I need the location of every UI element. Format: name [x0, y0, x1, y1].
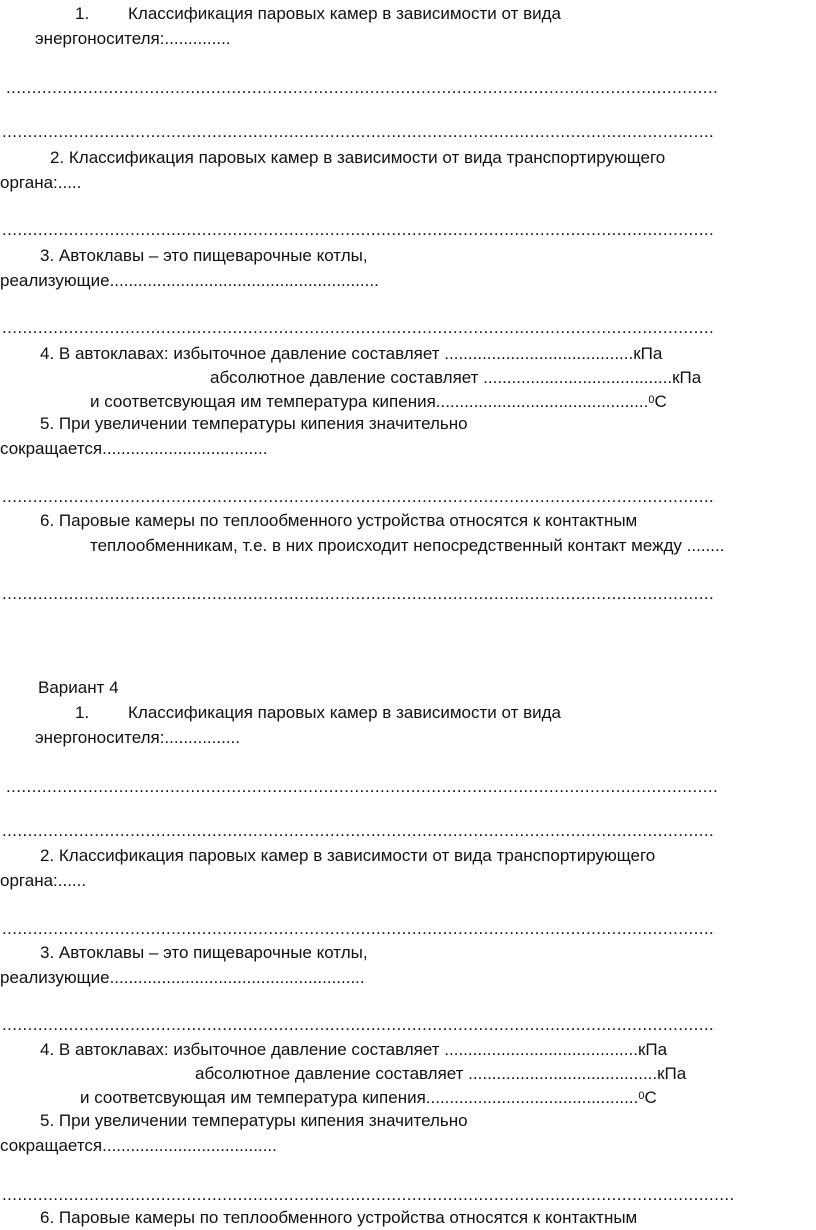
v3-q5-blank-line: ........................................................................................................................................... — [2, 487, 715, 506]
v4-q6-text: 6. Паровые камеры по теплообменного устройства относятся к контактным — [40, 1208, 638, 1227]
v4-q4-unit: С — [644, 1088, 657, 1107]
v4-q1-text: Классификация паровых камер в зависимости от вида — [128, 703, 561, 722]
v4-q5-blank-line: ............................................................................................................................................... — [2, 1185, 735, 1204]
v4-q2-answer-line: органа:...... — [0, 871, 87, 890]
v3-q5-answer-line: сокращается................................... — [0, 439, 268, 458]
v3-q1-blank-line-2: ........................................................................................................................................... — [2, 122, 715, 141]
v4-q5-answer-line: сокращается..................................... — [0, 1136, 277, 1155]
v4-q4-absolute-pressure: абсолютное давление составляет ........................................кПа — [195, 1064, 687, 1083]
v3-q2-answer-line: органа:..... — [0, 173, 82, 192]
v3-q6-text: 6. Паровые камеры по теплообменного устройства относятся к контактным — [40, 511, 638, 530]
v3-q6-blank-line: ........................................................................................................................................... — [2, 584, 715, 603]
v4-q4-boiling-temperature — [80, 1087, 657, 1109]
v3-q4-temp-text: и соответсвующая им температура кипения............................................. — [90, 392, 649, 411]
v3-q1-text: Классификация паровых камер в зависимости от вида — [128, 4, 561, 23]
v3-q3-text: 3. Автоклавы – это пищеварочные котлы, — [40, 246, 368, 265]
v4-q4-degree-sup: 0 — [638, 1090, 645, 1102]
v3-q1-blank-line-1: ........................................................................................................................................... — [6, 78, 719, 97]
v4-q3-text: 3. Автоклавы – это пищеварочные котлы, — [40, 943, 368, 962]
v4-q4-temp-text: и соответсвующая им температура кипения............................................. — [80, 1088, 639, 1107]
v4-q5-text: 5. При увеличении температуры кипения значительно — [40, 1111, 468, 1130]
v4-q1-answer-line: энергоносителя:................ — [35, 728, 240, 747]
v4-q3-blank-line: ........................................................................................................................................... — [2, 1015, 715, 1034]
v4-q1-number: 1. — [75, 703, 90, 722]
variant-4-title: Вариант 4 — [38, 678, 119, 697]
v4-q4-excess-pressure: 4. В автоклавах: избыточное давление составляет .........................................кПа — [40, 1040, 668, 1059]
v4-q1-blank-line-1: ........................................................................................................................................... — [6, 777, 719, 796]
v3-q2-blank-line: ........................................................................................................................................... — [2, 220, 715, 239]
v3-q3-answer-line: реализующие......................................................... — [0, 271, 379, 290]
v4-q3-answer-line: реализующие...................................................... — [0, 968, 365, 987]
v4-q1-blank-line-2: ........................................................................................................................................... — [2, 821, 715, 840]
v3-q4-boiling-temperature — [90, 391, 667, 413]
v3-q1-number: 1. — [75, 4, 90, 23]
v3-q5-text: 5. При увеличении температуры кипения значительно — [40, 414, 468, 433]
v4-q2-text: 2. Классификация паровых камер в зависимости от вида транспортирующего — [40, 846, 656, 865]
v3-q1-answer-line: энергоносителя:.............. — [35, 29, 231, 48]
v4-q2-blank-line: ........................................................................................................................................... — [2, 919, 715, 938]
v3-q2-text: 2. Классификация паровых камер в зависимости от вида транспортирующего — [50, 148, 666, 167]
v3-q6-continuation: теплообменникам, т.е. в них происходит непосредственный контакт между ........ — [90, 536, 725, 555]
v3-q4-absolute-pressure: абсолютное давление составляет ........................................кПа — [210, 368, 702, 387]
v3-q3-blank-line: ........................................................................................................................................... — [2, 318, 715, 337]
v3-q4-degree-sup: 0 — [648, 394, 655, 406]
v3-q4-excess-pressure: 4. В автоклавах: избыточное давление составляет ........................................кПа — [40, 344, 663, 363]
v3-q4-unit: С — [654, 392, 667, 411]
